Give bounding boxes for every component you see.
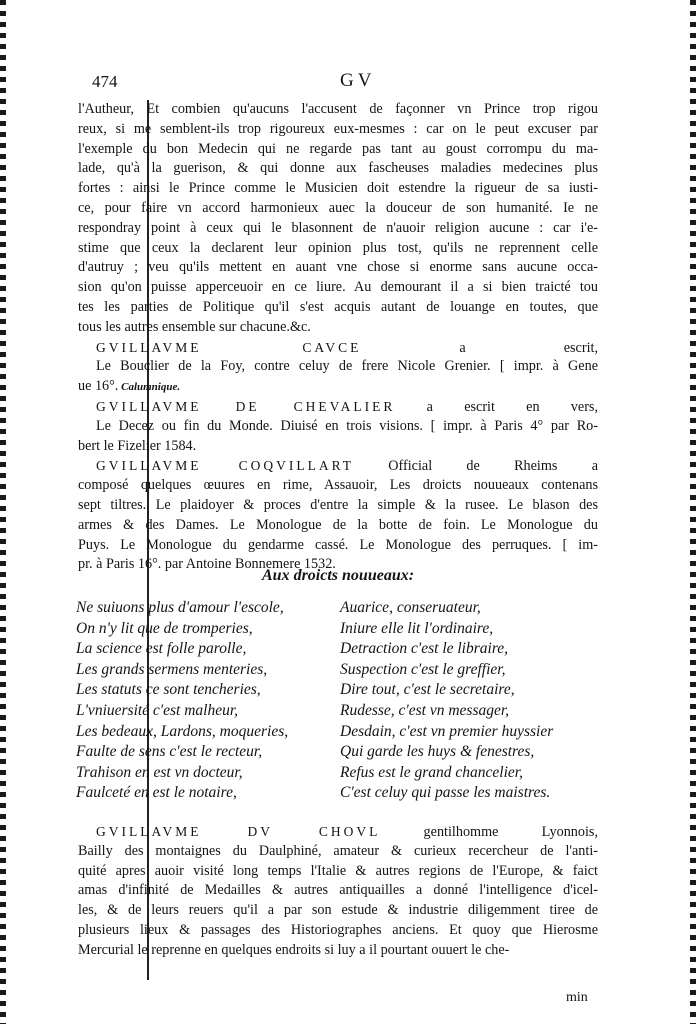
verse-line: La science est folle parolle, <box>76 640 247 658</box>
text-line <box>78 476 598 496</box>
entry-text: pr. à Paris 16°. par Antoine Bonnemere 1532. <box>78 556 336 573</box>
verse-line: Ne suiuons plus d'amour l'escole, <box>76 599 284 616</box>
text-line: d'autruy ; veu qu'ils mettent en auant vne chose si enorme sans aucune occa- <box>78 259 598 276</box>
entry-chovl <box>78 822 598 961</box>
text-line: fortes : ainsi le Prince comme le Musicien doit estendre la rigueur de sa iusti- <box>78 180 598 197</box>
entry-text: Puys. Le Monologue du gendarme cassé. Le Monologue des perruques. [ im- <box>78 536 598 553</box>
entry-text: ue 16°. <box>78 378 119 395</box>
verse-line: Faulte de sens c'est le recteur, <box>76 743 263 761</box>
text-line: plusieurs lieux & passages des Historiographes anciens. Et quoy que Hierosme <box>78 921 598 938</box>
page-number: 474 <box>92 72 118 91</box>
running-head: GV <box>340 70 376 91</box>
text-line: l'exemple du bon Medecin qui ne regarde pas tant au goust corrompu du ma- <box>78 140 598 157</box>
author-name: GVILLAVME DV CHOVL <box>96 824 381 839</box>
entry-description: a escrit en vers, <box>395 398 598 415</box>
verse-line: Auarice, conseruateur, <box>340 599 481 616</box>
entry-text: composé quelques œuures en rime, Assauoir, Les droicts nouueaux contenans <box>78 477 598 494</box>
entry-text: sept tiltres. Le plaidoyer & proces d'entre la simple & la rusee. Le blason des <box>78 496 598 513</box>
entry-continuation <box>78 100 598 338</box>
text-line <box>78 516 598 536</box>
text-line: quité apres auoir visité long temps l'Italie & autres regions de l'Europe, & faict <box>78 862 598 879</box>
text-line: Bailly des montaignes du Daulphiné, amateur & curieux recercheur de l'anti- <box>78 842 598 859</box>
catchword: min <box>566 990 588 1005</box>
text-line <box>78 822 598 842</box>
text-line <box>78 456 598 476</box>
right-edge-border <box>690 0 696 1024</box>
verse-line: Rudesse, c'est vn messager, <box>340 701 510 719</box>
text-line: tes les parties de Politique qu'il s'est acquis autant de louange en toutes, que <box>78 298 598 315</box>
verse-line: Trahison en est vn docteur, <box>76 763 243 781</box>
author-name: GVILLAVME COQVILLART <box>96 458 355 474</box>
verse-line: Dire tout, c'est le secretaire, <box>340 681 515 699</box>
verse-line: L'vniuersité c'est malheur, <box>76 701 239 719</box>
text-line <box>78 357 598 377</box>
author-name: GVILLAVME CAVCE <box>96 339 362 355</box>
text-line: ce, pour faire vn accord harmonieux auec la douceur de son humanité. Ie ne <box>78 199 598 216</box>
verse-line: C'est celuy qui passe les maistres. <box>340 784 551 802</box>
entry-text: Le Bouclier de la Foy, contre celuy de frere Nicole Grenier. [ impr. à Gene <box>96 358 598 375</box>
text-line <box>78 417 598 437</box>
text-line: Mercurial le reprenne en quelques endroits si luy a il pourtant ouuert le che- <box>78 941 510 958</box>
entry-description: Official de Rheims a <box>354 458 598 475</box>
verse-line: Detraction c'est le libraire, <box>340 640 509 658</box>
text-line: sion qu'on puisse apperceuoir en ce liure. Au demourant il a si bien traicté tou <box>78 279 598 296</box>
text-line <box>78 437 598 457</box>
text-line: tous les autres ensemble sur chacune.&c. <box>78 318 311 335</box>
text-line: reux, si me semblent-ils trop rigoureux eux-mesmes : car on le peut excuser par <box>78 120 598 137</box>
verse-line: Les bedeaux, Lardons, moqueries, <box>76 722 289 740</box>
entries-list <box>78 338 598 576</box>
verse-line: Faulceté en est le notaire, <box>76 784 237 802</box>
verse-title: Aux droicts nouueaux: <box>262 567 415 584</box>
text-line: lade, qu'à la guerison, & qui donne aux fascheuses maladies medecines plus <box>78 160 598 177</box>
verse-line: Iniure elle lit l'ordinaire, <box>340 619 494 637</box>
verse-line: Refus est le grand chancelier, <box>340 763 523 781</box>
entry-text: Le Decez ou fin du Monde. Diuisé en trois visions. [ impr. à Paris 4° par Ro- <box>96 417 598 434</box>
margin-note: Calumnique. <box>118 381 181 394</box>
verse-line: Les grands sermens menteries, <box>76 660 268 678</box>
verse-line: Desdain, c'est vn premier huyssier <box>340 722 554 740</box>
entry-text: armes & des Dames. Le Monologue de la botte de foin. Le Monologue du <box>78 516 598 533</box>
text-line <box>78 338 598 358</box>
text-line <box>78 496 598 516</box>
entry-text: bert le Fizelier 1584. <box>78 437 197 454</box>
main-text-block <box>78 100 598 575</box>
verse-line: Qui garde les huys & fenestres, <box>340 743 535 761</box>
verse-line: Suspection c'est le greffier, <box>340 660 506 678</box>
text-line: l'Autheur, Et combien qu'aucuns l'accusent de façonner vn Prince trop rigou <box>78 101 598 117</box>
entry-description: a escrit, <box>361 339 598 356</box>
verse-column-right <box>340 598 600 804</box>
text-line: respondray point à ceux qui le blasonnent de n'auoir religion aucune : car i'e- <box>78 219 598 236</box>
verse-line: Les statuts ce sont tencheries, <box>76 681 261 699</box>
verse-column-left <box>76 598 326 804</box>
text-line: amas d'infinité de Medailles & autres antiquailles a donné l'intelligence d'icel- <box>78 882 598 899</box>
entry-description: gentilhomme Lyonnois, <box>380 824 598 840</box>
text-line <box>78 536 598 556</box>
text-line <box>78 397 598 417</box>
author-name: GVILLAVME DE CHEVALIER <box>96 398 396 414</box>
text-line <box>78 377 598 397</box>
text-line: stime que ceux la declarent leur opinion plus tost, qu'ils ne reprennent celle <box>78 239 598 256</box>
left-edge-border <box>0 0 6 1024</box>
verse-line: On n'y lit que de tromperies, <box>76 619 253 637</box>
text-line: les, & de leurs reuers qu'il a par son estude & industrie diligemment tiree de <box>78 902 598 919</box>
